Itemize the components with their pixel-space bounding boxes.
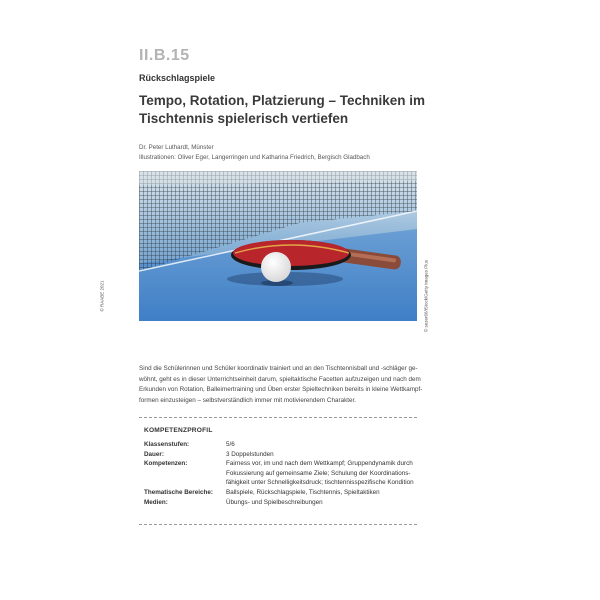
profile-label: Kompetenzen: xyxy=(144,460,188,468)
profile-label: Klassenstufen: xyxy=(144,441,190,448)
profile-row-media xyxy=(144,498,414,508)
category-label: Rückschlagspiele xyxy=(139,73,216,83)
profile-value xyxy=(226,440,414,450)
profile-row-topics xyxy=(144,488,414,498)
illustrations-credit: Illustrationen: Oliver Eger, Langerringen und Katharina Friedrich, Bergisch Gladbach xyxy=(139,154,370,161)
profile-value-line: 3 Doppelstunden xyxy=(226,450,274,458)
photo-credit: © sezer66/iStock/Getty Images Plus xyxy=(423,259,429,333)
divider-top xyxy=(139,417,417,418)
intro-line: Erkunden von Rotation, Balleimertraining und Üben erster Spieltechniken bereits in kleine Wettkampf- xyxy=(139,386,423,394)
intro-line: wöhnt, geht es in dieser Unterrichtseinheit darum, spieltaktische Facetten aufzuzeigen und nach dem xyxy=(139,375,421,383)
profile-title: KOMPETENZPROFIL xyxy=(144,427,213,434)
section-code: II.B.15 xyxy=(139,47,190,64)
intro-line: formen einzusteigen – selbstverständlich immer mit motivierendem Charakter. xyxy=(139,396,356,404)
author-line: Dr. Peter Luthardt, Münster xyxy=(139,144,214,151)
copyright-note: © RAABE 2021 xyxy=(99,280,105,312)
intro-paragraph xyxy=(139,364,423,406)
profile-row-grade xyxy=(144,440,414,450)
divider-bottom xyxy=(139,524,417,525)
profile-label: Dauer: xyxy=(144,450,164,458)
table-tennis-photo xyxy=(139,171,417,321)
competence-profile xyxy=(144,427,414,507)
profile-value xyxy=(226,488,414,498)
profile-label: Thematische Bereiche: xyxy=(144,488,213,496)
photo-illustration xyxy=(139,171,417,321)
profile-value-line: Ballspiele, Rückschlagspiele, Tischtennis, Spieltaktiken xyxy=(226,488,380,496)
page-title xyxy=(139,92,439,128)
profile-row-competences xyxy=(144,459,414,488)
title-line-2: Tischtennis spielerisch vertiefen xyxy=(139,111,349,126)
profile-value-line: fähigkeit unter Schnelligkeitsdruck; tischtennisspezifische Kondition xyxy=(226,479,414,487)
profile-label: Medien: xyxy=(144,498,168,506)
profile-value-line: Fokussierung auf gemeinsame Ziele; Schulung der Koordinations- xyxy=(226,469,411,477)
profile-value xyxy=(226,459,414,488)
profile-value-line: Übungs- und Spielbeschreibungen xyxy=(226,498,323,506)
title-line-1: Tempo, Rotation, Platzierung – Techniken im xyxy=(139,93,426,108)
profile-value xyxy=(226,450,414,460)
profile-value-line: Fairness vor, im und nach dem Wettkampf; Gruppendynamik durch xyxy=(226,460,413,468)
intro-line: Sind die Schülerinnen und Schüler koordinativ trainiert und an den Tischtennisball und -schläger ge- xyxy=(139,365,418,372)
profile-value xyxy=(226,498,414,508)
profile-value-line: 5/6 xyxy=(226,441,235,448)
profile-row-duration xyxy=(144,450,414,460)
